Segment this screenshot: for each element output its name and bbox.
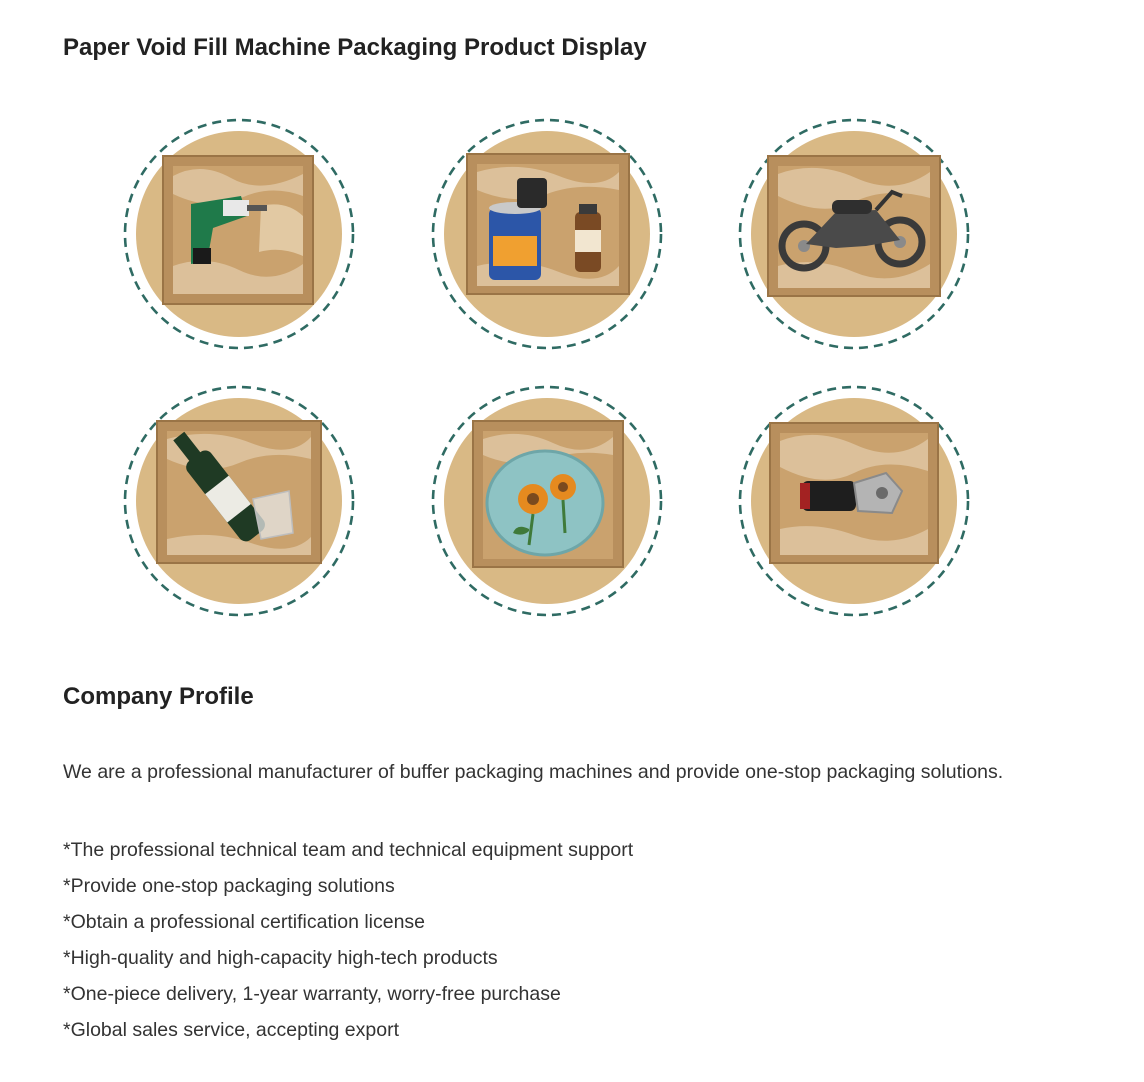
feature-item: *Global sales service, accepting export xyxy=(63,1019,400,1041)
product-display-title: Paper Void Fill Machine Packaging Product Display xyxy=(63,34,647,61)
company-intro: We are a professional manufacturer of buffer packaging machines and provide one-stop packaging solutions. xyxy=(63,761,1004,783)
motorcycle-model-box-image xyxy=(736,116,972,352)
sunflower-plate-box-image xyxy=(429,383,665,619)
company-profile-title: Company Profile xyxy=(63,683,254,710)
feature-item: *Obtain a professional certification license xyxy=(63,911,426,933)
feature-item: *Provide one-stop packaging solutions xyxy=(63,875,395,897)
electric-drill-box-image xyxy=(121,116,357,352)
feature-list xyxy=(63,832,633,1048)
feature-item: *High-quality and high-capacity high-tech products xyxy=(63,947,498,969)
feature-item: *The professional technical team and technical equipment support xyxy=(63,839,634,861)
auto-part-box-image xyxy=(736,383,972,619)
canned-food-box-image xyxy=(429,116,665,352)
feature-item: *One-piece delivery, 1-year warranty, worry-free purchase xyxy=(63,983,561,1005)
wine-bottle-glass-box-image xyxy=(121,383,357,619)
